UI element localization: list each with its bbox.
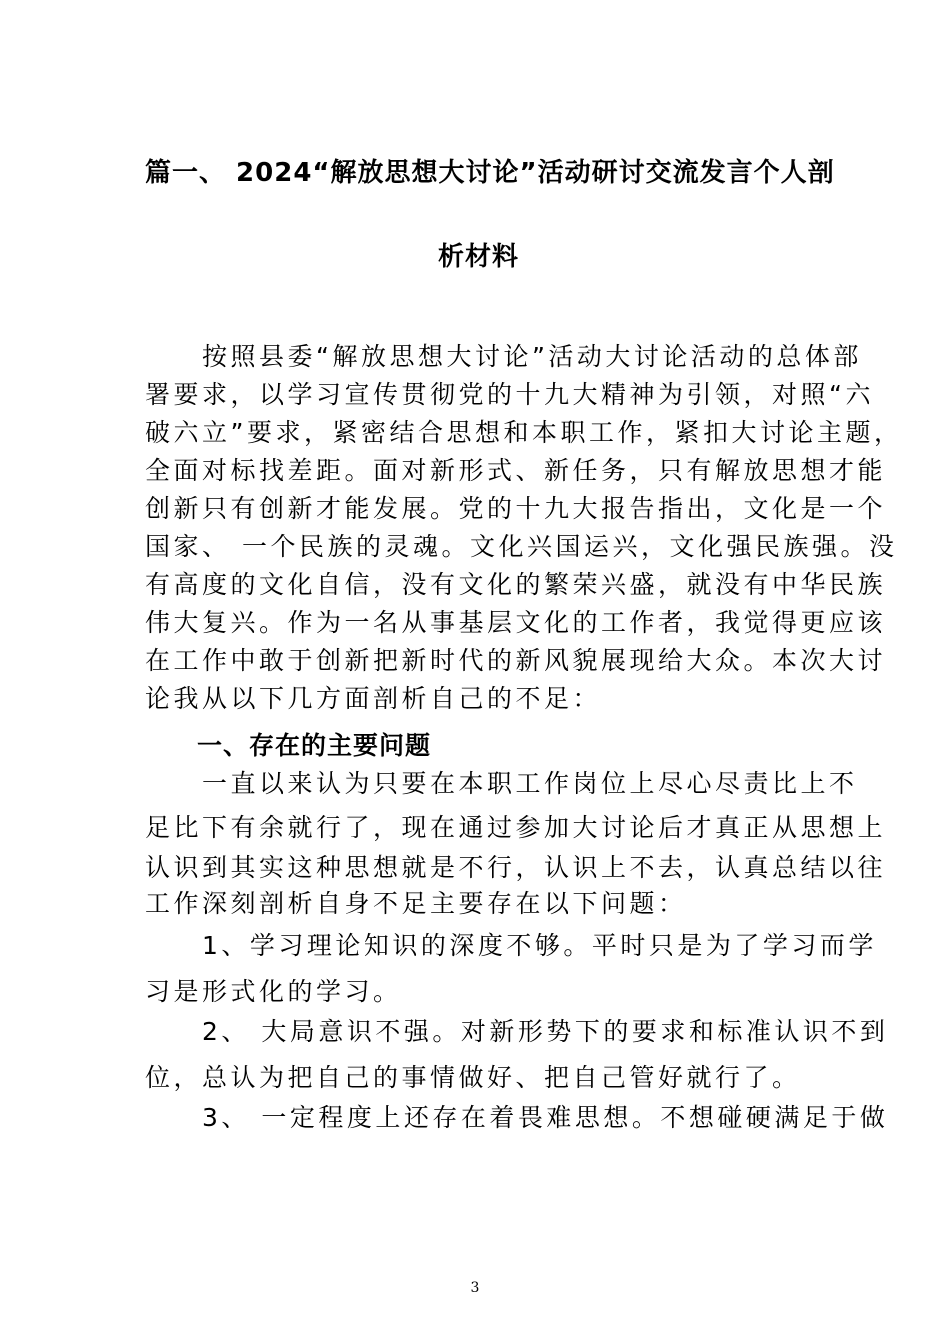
document-title-line-2: 析材料 [438,242,520,272]
paragraph-line: 全面对标找差距。面对新形式、新任务，只有解放思想才能 [145,456,887,485]
paragraph-line: 一直以来认为只要在本职工作岗位上尽心尽责比上不 [145,769,858,798]
paragraph-line: 创新只有创新才能发展。党的十九大报告指出，文化是一个 [145,494,887,523]
paragraph-line: 伟大复兴。作为一名从事基层文化的工作者，我觉得更应该 [145,608,887,637]
page-number: 3 [470,1280,480,1296]
paragraph-line: 按照县委“解放思想大讨论”活动大讨论活动的总体部 [145,342,862,371]
paragraph-line: 工作深刻剖析自身不足主要存在以下问题： [145,889,687,918]
list-item-line: 1、学习理论知识的深度不够。平时只是为了学习而学 [145,931,877,960]
section-heading: 一、存在的主要问题 [145,731,432,760]
paragraph-line: 在工作中敢于创新把新时代的新风貌展现给大众。本次大讨 [145,646,887,675]
list-item-line: 3、 一定程度上还存在着畏难思想。不想碰硬满足于做 [145,1103,889,1132]
paragraph-line: 认识到其实这种思想就是不行，认识上不去，认真总结以往 [145,853,887,882]
list-item-line: 位，总认为把自己的事情做好、把自己管好就行了。 [145,1063,801,1092]
list-item-line: 2、 大局意识不强。对新形势下的要求和标准认识不到 [145,1017,889,1046]
paragraph-line: 有高度的文化自信，没有文化的繁荣兴盛，就没有中华民族 [145,570,887,599]
document-title-line-1: 篇一、 2024“解放思想大讨论”活动研讨交流发言个人剖 [145,158,835,188]
paragraph-line: 论我从以下几方面剖析自己的不足： [145,684,602,713]
paragraph-line: 足比下有余就行了，现在通过参加大讨论后才真正从思想上 [145,813,887,842]
paragraph-line: 国家、 一个民族的灵魂。文化兴国运兴，文化强民族强。没 [145,532,898,561]
paragraph-line: 破六立”要求，紧密结合思想和本职工作，紧扣大讨论主题， [145,418,903,447]
list-item-line: 习是形式化的学习。 [145,977,402,1006]
paragraph-line: 署要求，以学习宣传贯彻党的十九大精神为引领，对照“六 [145,380,874,409]
